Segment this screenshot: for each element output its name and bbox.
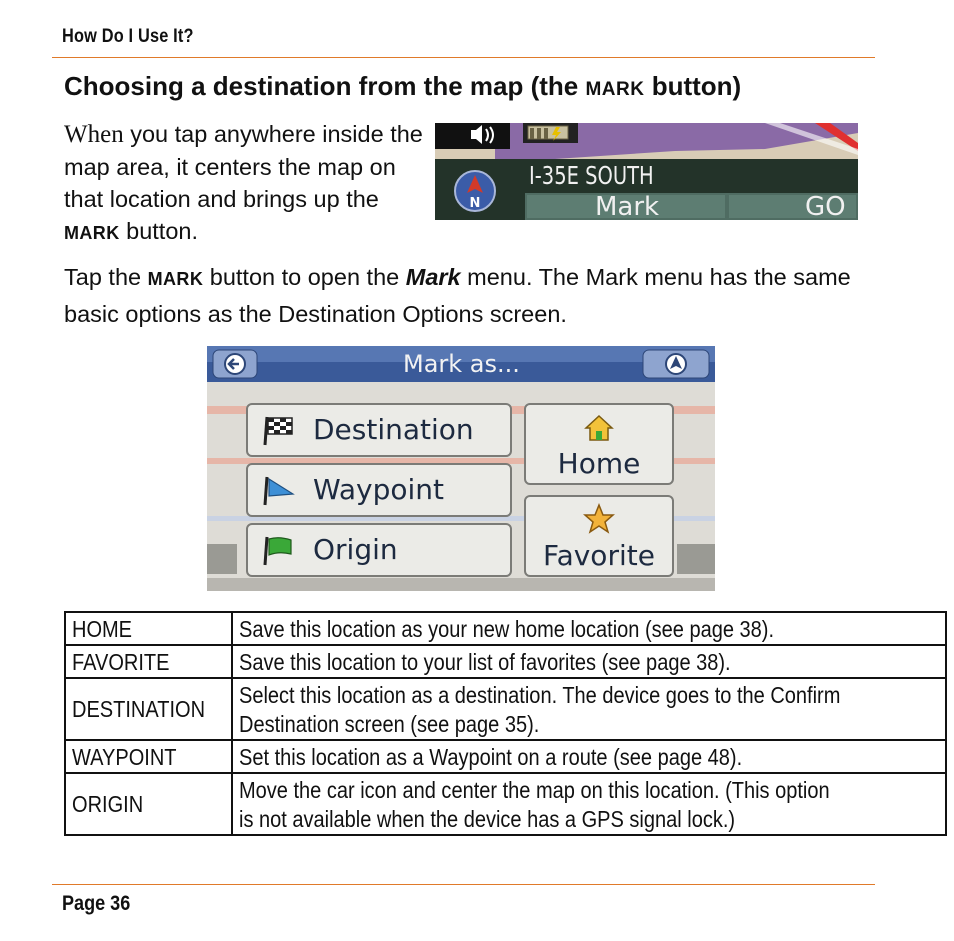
options-table <box>64 611 947 836</box>
home-button[interactable] <box>525 404 673 484</box>
section-header: How Do I Use It? <box>62 26 194 47</box>
intro-paragraph: When you tap anywhere inside the map area, it centers the map on that location and brings up the MARK button. <box>64 121 423 244</box>
page-title: Choosing a destination from the map (the MARK button) <box>64 71 742 101</box>
table-row <box>65 740 946 773</box>
checkered-flag-icon <box>261 414 297 448</box>
option-description: Move the car icon and center the map on this location. (This option is not available when the device has a GPS signal lock.) <box>232 773 946 835</box>
waypoint-flag-icon <box>261 474 297 508</box>
option-name: HOME <box>65 612 232 645</box>
green-flag-icon <box>261 534 297 568</box>
option-description: Set this location as a Waypoint on a route (see page 48). <box>232 740 946 773</box>
mark-button[interactable]: Mark <box>595 192 660 220</box>
option-name: DESTINATION <box>65 678 232 740</box>
option-description: Save this location as your new home location (see page 38). <box>232 612 946 645</box>
go-button[interactable]: GO <box>805 192 846 220</box>
home-label: Home <box>557 447 641 480</box>
destination-label: Destination <box>313 413 474 446</box>
option-name: WAYPOINT <box>65 740 232 773</box>
page-number: Page 36 <box>62 892 131 915</box>
option-name: FAVORITE <box>65 645 232 678</box>
speaker-icon[interactable] <box>469 125 499 145</box>
table-row <box>65 612 946 645</box>
option-description: Select this location as a destination. The device goes to the Confirm Destination screen (see page 35). <box>232 678 946 740</box>
favorite-button[interactable] <box>525 496 673 576</box>
back-icon[interactable] <box>222 351 248 377</box>
mark-menu-paragraph: Tap the MARK button to open the Mark menu. The Mark menu has the same basic options as the Destination Options screen. <box>64 264 851 327</box>
road-name: I-35E SOUTH <box>529 161 654 190</box>
table-row <box>65 645 946 678</box>
compass-icon[interactable] <box>453 169 497 213</box>
table-row <box>65 678 946 740</box>
map-screenshot <box>435 123 858 220</box>
star-icon <box>583 503 615 535</box>
option-description: Save this location to your list of favorites (see page 38). <box>232 645 946 678</box>
home-icon <box>584 414 614 442</box>
option-name: ORIGIN <box>65 773 232 835</box>
destination-button[interactable] <box>247 404 511 456</box>
footer-rule <box>52 884 875 885</box>
menu-title: Mark as... <box>403 350 520 378</box>
mark-menu-screenshot <box>207 346 715 591</box>
origin-label: Origin <box>313 533 398 566</box>
table-row <box>65 773 946 835</box>
favorite-label: Favorite <box>543 539 655 572</box>
map-icon[interactable] <box>663 351 689 377</box>
origin-button[interactable] <box>247 524 511 576</box>
battery-icon <box>528 126 568 142</box>
waypoint-label: Waypoint <box>313 473 445 506</box>
header-rule <box>52 57 875 58</box>
svg-text:N: N <box>469 196 481 211</box>
waypoint-button[interactable] <box>247 464 511 516</box>
